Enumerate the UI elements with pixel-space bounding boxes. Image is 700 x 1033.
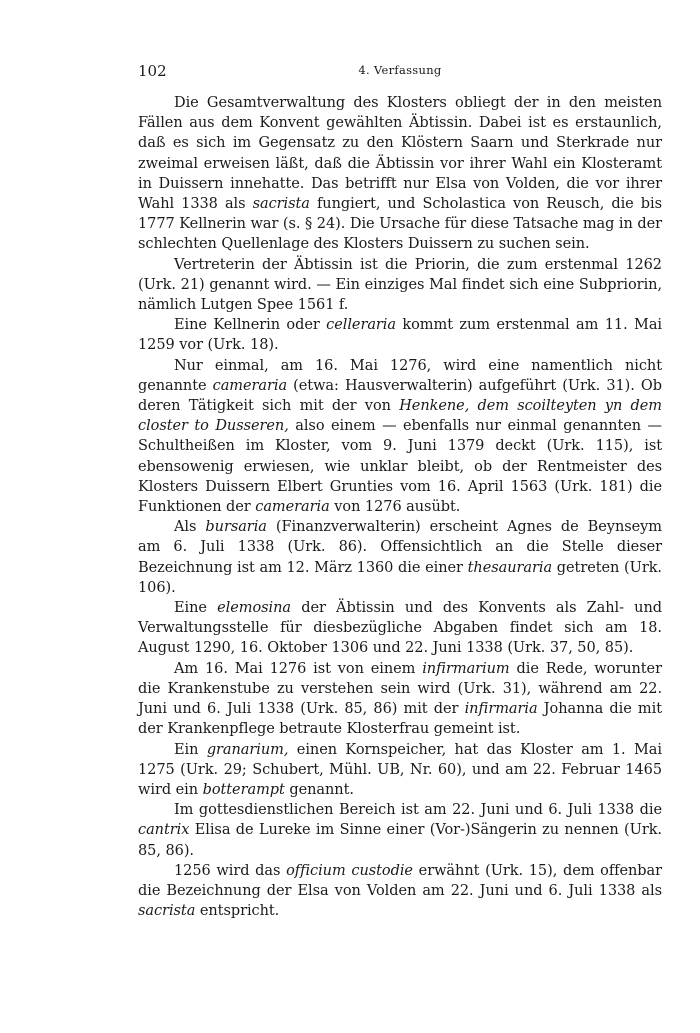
text-run: Nur einmal, am 16. Mai 1276, wird eine namentlich nicht genannte	[138, 357, 662, 394]
text-run: von 1276 ausübt.	[329, 499, 461, 516]
text-run: die Rede, worunter die Krankenstube zu verstehen sein wird (Urk. 31), während am 22. Juni und 6. Juli 1338 (Urk. 85, 86) mit der	[138, 660, 662, 718]
text-run: genannt.	[284, 781, 354, 798]
text-run: erwähnt (Urk. 15), dem offenbar die Bezeichnung der Elsa von Volden am 22. Juni und 6. Juli 1338 als	[138, 862, 663, 899]
text-run: der Äbtissin und des Konvents als Zahl- und Verwaltungsstelle für diesbezügliche Abgaben findet sich am 18. August 1290, 16. Oktober 1306 und 22. Juni 1338 (Urk. 37, 50, 85).	[138, 600, 662, 657]
italic-term: thesauraria	[467, 559, 553, 576]
text-run: Vertreterin der Äbtissin ist die Priorin, die zum erstenmal 1262 (Urk. 21) genannt wird. — Ein einziges Mal findet sich eine Subpriorin, nämlich Lutgen Spee 1561 f.	[138, 256, 662, 314]
italic-term: Henkene, dem scoilteyten yn dem closter to Dusseren,	[138, 398, 662, 435]
italic-term: cameraria	[212, 377, 288, 394]
paragraph	[138, 315, 662, 355]
text-run: Eine	[174, 600, 218, 617]
text-run: Eine Kellnerin oder	[174, 317, 327, 334]
paragraph	[138, 740, 662, 801]
text-run: Johanna die mit der Krankenpflege betraute Klosterfrau gemeint ist.	[138, 701, 662, 738]
text-run: Die Gesamtverwaltung des Klosters obliegt der in den meisten Fällen aus dem Konvent gewählten Äbtissin. Dabei ist es erstaunlich, daß es sich im Gegensatz zu den Klöstern Saarn und Sterkrade nur zweimal erweisen läßt, daß die Äbtissin vor ihrer Wahl ein Klosteramt in Duissern innehatte. Das betrifft nur Elsa von Volden, die vor ihrer Wahl 1338 als	[138, 95, 662, 213]
paragraph	[138, 255, 662, 316]
text-run: fungiert, und Scholastica von Reusch, die bis 1777 Kellnerin war (s. § 24). Die Ursache für diese Tatsache mag in der schlechten Quellenlage des Klosters Duissern zu suchen sein.	[138, 196, 662, 253]
italic-term: bursaria	[205, 519, 267, 536]
paragraph	[138, 93, 662, 255]
text-run: einen Kornspeicher, hat das Kloster am 1. Mai 1275 (Urk. 29; Schubert, Mühl. UB, Nr. 60), und am 22. Februar 1465 wird ein	[138, 741, 662, 798]
text-run: Elisa de Lureke im Sinne einer (Vor-)Sängerin zu nennen (Urk. 85, 86).	[138, 822, 662, 859]
text-run: also einem — ebenfalls nur einmal genannten — Schultheißen im Kloster, vom 9. Juni 1379 deckt (Urk. 115), ist ebensowenig erwiesen, wie unklar bleibt, ob der Rentmeister des Klosters Duissern Elbert Grunties vom 16. April 1563 (Urk. 181) die Funktionen der	[138, 418, 662, 516]
italic-term: officium custodie	[286, 862, 413, 879]
paragraph	[138, 861, 662, 922]
text-run: getreten (Urk. 106).	[138, 559, 662, 596]
text-run: Am 16. Mai 1276 ist von einem	[174, 660, 423, 677]
italic-term: sacrista	[138, 903, 196, 920]
text-run: Im gottesdienstlichen Bereich ist am 22. Juni und 6. Juli 1338 die	[174, 802, 662, 819]
book-page	[138, 60, 662, 921]
italic-term: infirmaria	[464, 701, 538, 718]
text-run: Als	[174, 519, 206, 536]
body-text	[138, 93, 662, 921]
paragraph	[138, 598, 662, 659]
italic-term: celleraria	[326, 317, 396, 334]
italic-term: elemosina	[217, 600, 292, 617]
running-head	[138, 60, 662, 82]
text-run: (etwa: Hausverwalterin) aufgeführt (Urk. 31). Ob deren Tätigkeit sich mit der von	[138, 377, 662, 415]
italic-term: sacrista	[252, 196, 310, 213]
italic-term: granarium,	[206, 741, 289, 758]
text-run: 1256 wird das	[174, 862, 287, 879]
italic-term: infirmarium	[422, 660, 510, 677]
paragraph	[138, 800, 662, 861]
italic-term: cantrix	[138, 822, 190, 839]
text-run: entspricht.	[195, 903, 280, 920]
page-number: 102	[138, 62, 167, 80]
text-run: (Finanzverwalterin) erscheint Agnes de Beynseym am 6. Juli 1338 (Urk. 86). Offensichtlich an die Stelle dieser Bezeichnung ist am 12. März 1360 die einer	[138, 519, 662, 576]
paragraph	[138, 356, 662, 518]
italic-term: botterampt	[202, 781, 285, 798]
text-run: kommt zum erstenmal am 11. Mai 1259 vor (Urk. 18).	[138, 317, 663, 354]
paragraph	[138, 659, 662, 740]
text-run: Ein	[174, 741, 207, 758]
paragraph	[138, 517, 662, 598]
italic-term: cameraria	[255, 499, 330, 516]
chapter-title: 4. Verfassung	[358, 63, 442, 77]
